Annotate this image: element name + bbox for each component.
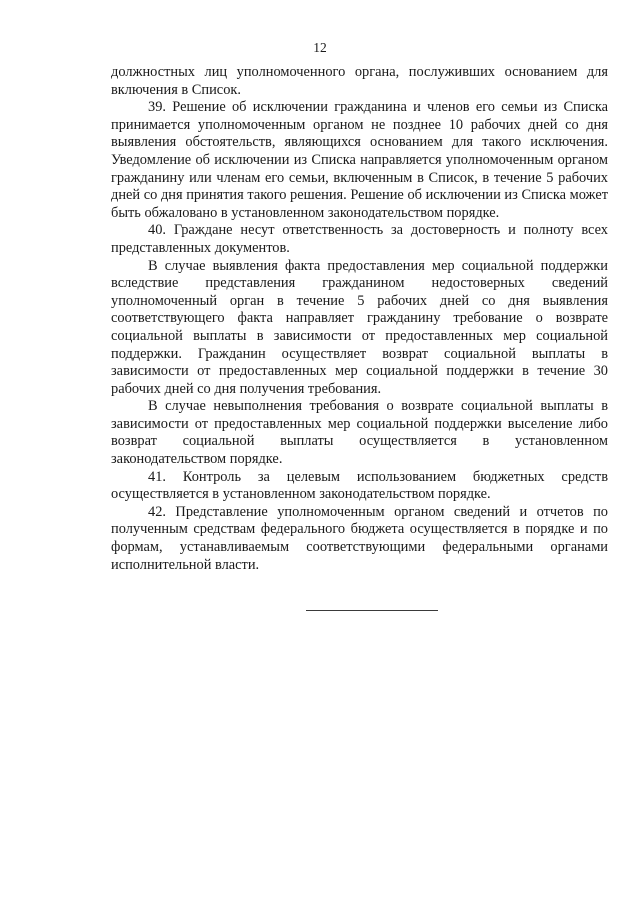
paragraph-item-39: 39. Решение об исключении гражданина и членов его семьи из Списка принимается уполномоченным органом не позднее 10 рабочих дней со дня выявления обстоятельств, являющихся основанием для такого исключения. Уведомление об исключении из Списка направляется уполномоченным органом гражданину или членам его семьи, включенным в Список, в течение 5 рабочих дней со дня принятия такого решения. Решение об исключении из Списка может быть обжаловано в установленном законодательством порядке.	[111, 99, 608, 221]
paragraph-non-compliance: В случае невыполнения требования о возврате социальной выплаты в зависимости от предоставленных мер социальной поддержки выселение либо возврат социальной выплаты осуществляется в установленном законодательством порядке.	[111, 398, 608, 468]
paragraph-item-41: 41. Контроль за целевым использованием бюджетных средств осуществляется в установленном законодательством порядке.	[111, 468, 608, 503]
paragraph-item-40: 40. Граждане несут ответственность за достоверность и полноту всех представленных документов.	[111, 222, 608, 256]
paragraph-continuation: должностных лиц уполномоченного органа, послуживших основанием для включения в Список.	[111, 64, 608, 98]
closing-divider-line	[306, 610, 438, 611]
paragraph-false-info-refund: В случае выявления факта предоставления мер социальной поддержки вследствие представления гражданином недостоверных сведений уполномоченный орган в течение 5 рабочих дней со дня выявления соответствующего факта направляет гражданину требование о возврате социальной выплаты в зависимости от предоставленных мер социальной поддержки. Гражданин осуществляет возврат социальной выплаты в зависимости от предоставленных мер социальной поддержки в течение 30 рабочих дней со дня получения требования.	[111, 257, 608, 397]
document-body	[111, 64, 608, 574]
page-number: 12	[313, 40, 327, 55]
paragraph-item-42: 42. Представление уполномоченным органом сведений и отчетов по полученным средствам федерального бюджета осуществляется в порядке и по формам, устанавливаемым соответствующими федеральными органами исполнительной власти.	[111, 503, 608, 573]
